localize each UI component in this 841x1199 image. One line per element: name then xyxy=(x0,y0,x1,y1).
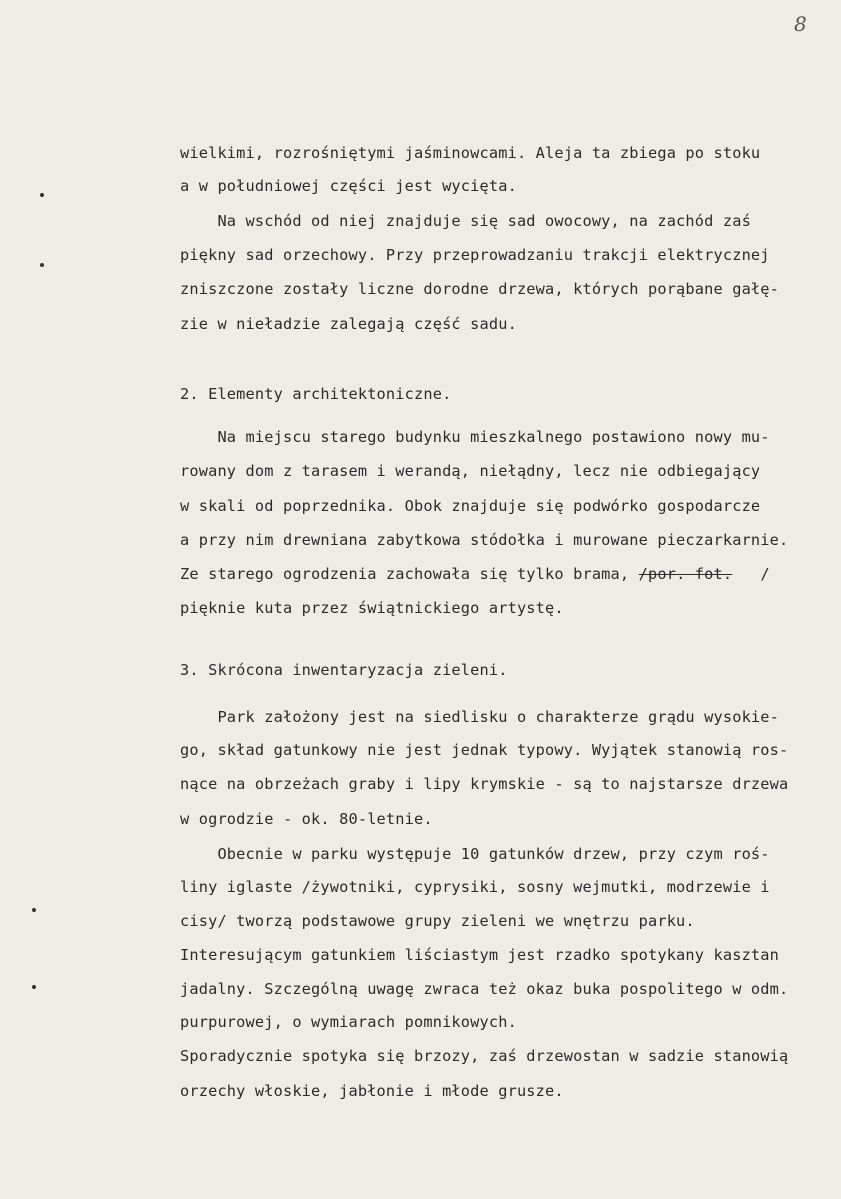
text-line: w ogrodzie - ok. 80-letnie. xyxy=(180,810,433,828)
text-line: wielkimi, rozrośniętymi jaśminowcami. Aleja ta zbiega po stoku xyxy=(180,144,761,162)
text-line: w skali od poprzednika. Obok znajduje się podwórko gospodarcze xyxy=(180,497,761,515)
text-line: go, skład gatunkowy nie jest jednak typowy. Wyjątek stanowią ros- xyxy=(180,741,789,759)
text-line: Park założony jest na siedlisku o charakterze grądu wysokie- xyxy=(180,708,780,726)
text-line: jadalny. Szczególną uwagę zwraca też okaz buka pospolitego w odm. xyxy=(180,980,789,998)
text-line: cisy/ tworzą podstawowe grupy zieleni we wnętrzu parku. xyxy=(180,912,695,930)
text-line: a przy nim drewniana zabytkowa stódołka i murowane pieczarkarnie. xyxy=(180,531,789,549)
text-segment: Ze starego ogrodzenia zachowała się tylko brama, xyxy=(180,565,630,583)
text-line: zie w nieładzie zalegają część sadu. xyxy=(180,315,517,333)
text-line: nące na obrzeżach graby i lipy krymskie - są to najstarsze drzewa xyxy=(180,775,789,793)
text-line: Na miejscu starego budynku mieszkalnego postawiono nowy mu- xyxy=(180,428,770,446)
struck-text: /por. fot. xyxy=(638,565,733,583)
text-line: purpurowej, o wymiarach pomnikowych. xyxy=(180,1013,517,1031)
margin-dot xyxy=(32,908,36,912)
trailing-slash: / xyxy=(760,565,770,583)
page-number: 8 xyxy=(794,12,807,36)
text-line: liny iglaste /żywotniki, cyprysiki, sosny wejmutki, modrzewie i xyxy=(180,878,770,896)
section-heading: 2. Elementy architektoniczne. xyxy=(180,385,452,403)
text-line: Sporadycznie spotyka się brzozy, zaś drzewostan w sadzie stanowią xyxy=(180,1047,789,1065)
margin-dot xyxy=(40,193,44,197)
text-line: pięknie kuta przez świątnickiego artystę. xyxy=(180,599,564,617)
margin-dot xyxy=(32,985,36,989)
text-line: rowany dom z tarasem i werandą, niełądny, lecz nie odbiegający xyxy=(180,462,761,480)
text-line: Na wschód od niej znajduje się sad owocowy, na zachód zaś xyxy=(180,212,751,230)
text-line: piękny sad orzechowy. Przy przeprowadzaniu trakcji elektrycznej xyxy=(180,246,770,264)
text-line xyxy=(180,565,770,583)
text-line: zniszczone zostały liczne dorodne drzewa, których porąbane gałę- xyxy=(180,280,780,298)
text-line: Obecnie w parku występuje 10 gatunków drzew, przy czym roś- xyxy=(180,845,770,863)
text-line: orzechy włoskie, jabłonie i młode grusze. xyxy=(180,1082,564,1100)
text-line: a w południowej części jest wycięta. xyxy=(180,177,517,195)
section-heading: 3. Skrócona inwentaryzacja zieleni. xyxy=(180,661,508,679)
margin-dot xyxy=(40,263,44,267)
text-line: Interesującym gatunkiem liściastym jest rzadko spotykany kasztan xyxy=(180,946,780,964)
